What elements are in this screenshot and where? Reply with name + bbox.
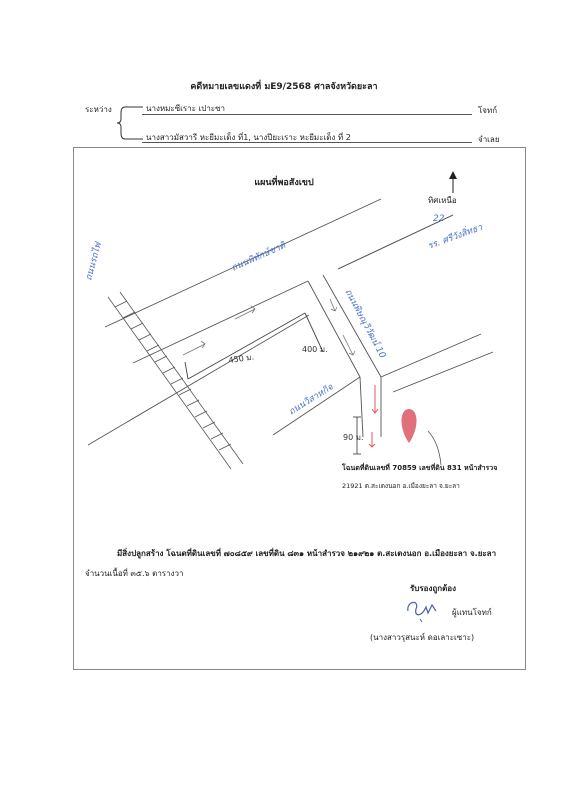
north-arrow-icon xyxy=(449,171,457,193)
railway-label: ถนนรถไฟ xyxy=(84,241,104,282)
case-title: คดีหมายเลขแดงที่ มE9/2568 ศาลจังหวัดยะลา xyxy=(190,82,378,92)
between-label: ระหว่าง xyxy=(85,105,112,114)
north-label: ทิศเหนือ xyxy=(428,196,457,205)
map-title: แผนที่พอสังเขป xyxy=(254,178,314,188)
marker-pointer xyxy=(428,431,441,465)
route-arrows xyxy=(369,385,378,447)
location-marker-icon xyxy=(402,409,417,443)
distance-90-label: 90 ม. xyxy=(343,433,364,442)
right-top-number: 22 xyxy=(433,214,445,224)
defendant-underline xyxy=(142,142,472,143)
brace-icon xyxy=(115,105,145,141)
area-description: จำนวนเนื้อที่ ๓๕.๖ ตารางวา xyxy=(85,569,184,578)
signature-icon xyxy=(402,597,442,623)
right-top-text: รร. ศรีวังสิ่ทธา xyxy=(426,222,484,252)
plaintiff-role: โจทก์ xyxy=(478,106,498,115)
railway-track xyxy=(108,292,243,469)
plaintiff-underline xyxy=(142,114,472,115)
right-lower-road xyxy=(381,334,481,377)
lower-road-label: ถนนวิสาหกิจ xyxy=(287,382,336,418)
plot-deed-line-1: โฉนดที่ดินเลขที่ 70859 เลขที่ดิน 831 หน้าสำรวจ xyxy=(342,464,498,472)
certified-label: รับรองถูกต้อง xyxy=(410,584,456,593)
distance-450-label: 450 ม. xyxy=(228,352,255,365)
sketch-map xyxy=(73,147,526,670)
small-road-c xyxy=(360,377,363,437)
building-description: มีสิ่งปลูกสร้าง โฉนดที่ดินเลขที่ ๗๐๘๕๙ เลขที่ดิน ๘๓๑ หน้าสำรวจ ๒๑๙๒๑ ต.สะเตงนอก อ.เมืองยะลา จ.ยะลา xyxy=(117,549,497,558)
defendant-name: นางสาวมัสวารี หะยีมะเด็ง ที่1, นางปียะเราะ หะยีมะเด็ง ที่ 2 xyxy=(146,133,351,142)
distance-400-label: 400 ม. xyxy=(302,345,328,354)
lower-long-road xyxy=(88,315,309,445)
plot-deed-line-2: 21921 ต.สะเตงนอก อ.เมืองยะลา จ.ยะลา xyxy=(342,482,460,490)
upper-road-label: ถนนพิทักษ์ชาติ xyxy=(230,241,288,274)
defendant-role: จำเลย xyxy=(478,135,500,144)
plaintiff-name: นางหมะซีเราะ เปาะซา xyxy=(146,104,226,113)
upper-road-edge-bottom xyxy=(133,281,308,363)
small-road-a xyxy=(273,377,360,435)
signer-role: ผู้แทนโจทก์ xyxy=(452,608,492,617)
lower-right-road xyxy=(393,352,493,392)
side-road-label: ถนนพิษณุวิวัฒน์ 10 xyxy=(342,287,388,361)
signer-name: (นางสาวรุสนะห์ ดอเลาะเซาะ) xyxy=(370,633,475,642)
